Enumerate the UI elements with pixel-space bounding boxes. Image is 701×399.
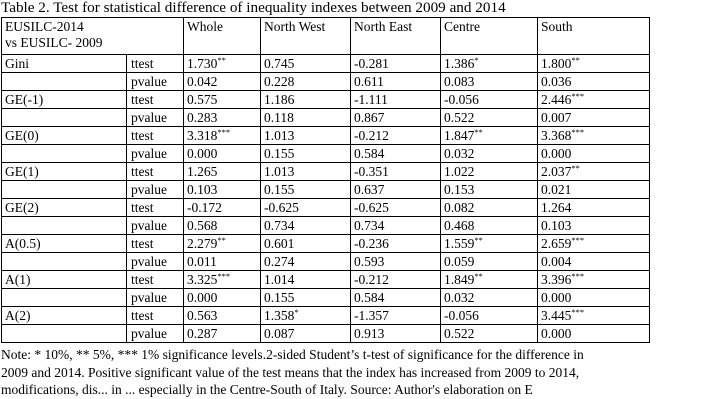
value-cell	[351, 217, 441, 235]
cell-value: 1.013	[264, 127, 295, 143]
cell-value: 1.264	[541, 199, 572, 215]
cell-value: 0.913	[354, 325, 385, 341]
table-caption: Table 2. Test for statistical difference of inequality indexes between 2009 and 2014	[1, 0, 506, 16]
cell-value: 0.568	[187, 217, 218, 233]
value-cell	[261, 145, 351, 163]
cell-value: 0.059	[444, 253, 475, 269]
cell-value: 0.007	[541, 109, 572, 125]
index-name-cell	[2, 109, 127, 127]
value-cell	[261, 127, 351, 145]
value-cell	[441, 325, 538, 343]
index-name-cell: A(0.5)	[2, 235, 127, 253]
statistic-label-cell: pvalue	[127, 109, 184, 127]
value-cell	[441, 91, 538, 109]
cell-value: 1.386	[444, 55, 475, 71]
table-row	[2, 109, 650, 127]
cell-value: -0.212	[354, 271, 389, 287]
cell-value: -1.111	[354, 91, 388, 107]
cell-value: 0.004	[541, 253, 572, 269]
cell-value: 1.014	[264, 271, 295, 287]
value-cell	[261, 253, 351, 271]
value-cell	[441, 253, 538, 271]
value-cell	[261, 55, 351, 73]
value-cell	[441, 73, 538, 91]
cell-value: -0.056	[444, 307, 479, 323]
value-cell	[351, 325, 441, 343]
value-cell	[184, 325, 261, 343]
cell-value: -0.351	[354, 163, 389, 179]
corner-header	[2, 18, 184, 55]
value-cell	[441, 217, 538, 235]
column-header-south: South	[538, 18, 650, 55]
cell-value: -0.172	[187, 199, 222, 215]
value-cell	[184, 289, 261, 307]
value-cell	[441, 55, 538, 73]
cell-value: 0.032	[444, 289, 475, 305]
cell-value: 0.593	[354, 253, 385, 269]
value-cell	[538, 109, 650, 127]
index-name-cell	[2, 217, 127, 235]
value-cell	[538, 91, 650, 109]
value-cell	[184, 91, 261, 109]
table-row	[2, 73, 650, 91]
value-cell	[261, 325, 351, 343]
significance-stars: *	[294, 306, 299, 317]
cell-value: 1.358	[264, 307, 295, 323]
value-cell	[351, 127, 441, 145]
value-cell	[351, 307, 441, 325]
value-cell	[261, 235, 351, 253]
index-name-cell: GE(0)	[2, 127, 127, 145]
cell-value: 3.318	[187, 127, 218, 143]
inequality-test-table	[1, 17, 650, 343]
significance-stars: ***	[571, 306, 585, 317]
corner-header-line2: vs EUSILC- 2009	[5, 34, 103, 50]
value-cell	[351, 199, 441, 217]
cell-value: 1.730	[187, 55, 218, 71]
significance-stars: **	[474, 270, 483, 281]
note-line-2: 2009 and 2014. Positive significant value of the test means that the index has increased from 2009 to 2014,	[1, 364, 580, 380]
cell-value: 0.637	[354, 181, 385, 197]
table-row	[2, 199, 650, 217]
value-cell	[351, 235, 441, 253]
significance-stars: ***	[571, 90, 585, 101]
value-cell	[538, 325, 650, 343]
significance-stars: ***	[571, 126, 585, 137]
cell-value: -1.357	[354, 307, 389, 323]
value-cell	[184, 145, 261, 163]
statistic-label-cell: pvalue	[127, 145, 184, 163]
value-cell	[261, 163, 351, 181]
table-row	[2, 163, 650, 181]
cell-value: 1.849	[444, 271, 475, 287]
cell-value: 0.153	[444, 181, 475, 197]
cell-value: 2.659	[541, 235, 572, 251]
value-cell	[441, 307, 538, 325]
table-row	[2, 55, 650, 73]
value-cell	[184, 55, 261, 73]
value-cell	[351, 91, 441, 109]
column-header-north-east: North East	[351, 18, 441, 55]
value-cell	[441, 235, 538, 253]
value-cell	[351, 163, 441, 181]
value-cell	[351, 55, 441, 73]
index-name-cell	[2, 325, 127, 343]
statistic-label-cell: pvalue	[127, 289, 184, 307]
table-row	[2, 145, 650, 163]
cell-value: 1.265	[187, 163, 218, 179]
cell-value: 2.279	[187, 235, 218, 251]
value-cell	[261, 289, 351, 307]
significance-stars: **	[474, 126, 483, 137]
statistic-label-cell: ttest	[127, 55, 184, 73]
statistic-label-cell: pvalue	[127, 181, 184, 199]
cell-value: -0.625	[264, 199, 299, 215]
cell-value: 3.325	[187, 271, 218, 287]
statistic-label-cell: ttest	[127, 235, 184, 253]
value-cell	[351, 289, 441, 307]
value-cell	[538, 55, 650, 73]
value-cell	[184, 181, 261, 199]
value-cell	[184, 73, 261, 91]
index-name-cell: A(2)	[2, 307, 127, 325]
cell-value: 0.584	[354, 145, 385, 161]
value-cell	[538, 217, 650, 235]
cell-value: 0.083	[444, 73, 475, 89]
cell-value: -0.281	[354, 55, 389, 71]
statistic-label-cell: ttest	[127, 307, 184, 325]
cell-value: 0.000	[187, 289, 218, 305]
table-row	[2, 127, 650, 145]
cell-value: 0.036	[541, 73, 572, 89]
table-row	[2, 289, 650, 307]
value-cell	[261, 217, 351, 235]
value-cell	[538, 307, 650, 325]
value-cell	[261, 73, 351, 91]
value-cell	[538, 235, 650, 253]
cell-value: 0.011	[187, 253, 217, 269]
cell-value: 0.032	[444, 145, 475, 161]
index-name-cell: GE(1)	[2, 163, 127, 181]
table-row	[2, 217, 650, 235]
value-cell	[261, 271, 351, 289]
value-cell	[261, 109, 351, 127]
cell-value: 3.396	[541, 271, 572, 287]
significance-stars: ***	[571, 270, 585, 281]
cell-value: -0.625	[354, 199, 389, 215]
significance-stars: **	[571, 162, 580, 173]
significance-stars: ***	[217, 270, 231, 281]
significance-stars: **	[571, 54, 580, 65]
value-cell	[351, 145, 441, 163]
value-cell	[538, 127, 650, 145]
cell-value: 0.468	[444, 217, 475, 233]
index-name-cell	[2, 73, 127, 91]
cell-value: 0.155	[264, 289, 295, 305]
cell-value: 1.013	[264, 163, 295, 179]
note-line-1: Note: * 10%, ** 5%, *** 1% significance levels.2-sided Student’s t-test of significance for the difference in	[1, 347, 584, 362]
statistic-label-cell: ttest	[127, 127, 184, 145]
value-cell	[441, 271, 538, 289]
cell-value: 0.274	[264, 253, 295, 269]
index-name-cell: Gini	[2, 55, 127, 73]
value-cell	[441, 109, 538, 127]
value-cell	[538, 181, 650, 199]
value-cell	[441, 289, 538, 307]
cell-value: 1.800	[541, 55, 572, 71]
cell-value: 1.559	[444, 235, 475, 251]
cell-value: 0.601	[264, 235, 295, 251]
statistic-label-cell: ttest	[127, 91, 184, 109]
cell-value: 0.522	[444, 109, 475, 125]
cell-value: 0.042	[187, 73, 218, 89]
cell-value: 0.000	[541, 325, 572, 341]
cell-value: 0.734	[354, 217, 385, 233]
note-line-3: modifications, dis... in ... especially in the Centre-South of Italy. Source: Author's elaboration on E	[1, 382, 533, 397]
table-row	[2, 253, 650, 271]
table-row	[2, 271, 650, 289]
value-cell	[184, 163, 261, 181]
column-header-north-west: North West	[261, 18, 351, 55]
table-note	[1, 346, 701, 397]
significance-stars: **	[474, 234, 483, 245]
value-cell	[538, 289, 650, 307]
statistic-label-cell: pvalue	[127, 325, 184, 343]
value-cell	[538, 163, 650, 181]
table-header-row	[2, 18, 650, 55]
cell-value: 1.847	[444, 127, 475, 143]
value-cell	[538, 253, 650, 271]
column-header-centre: Centre	[441, 18, 538, 55]
cell-value: 0.155	[264, 181, 295, 197]
value-cell	[538, 73, 650, 91]
cell-value: 2.446	[541, 91, 572, 107]
cell-value: 0.000	[541, 289, 572, 305]
column-header-whole: Whole	[184, 18, 261, 55]
cell-value: 0.575	[187, 91, 218, 107]
value-cell	[441, 127, 538, 145]
table-row	[2, 235, 650, 253]
cell-value: -0.236	[354, 235, 389, 251]
cell-value: 2.037	[541, 163, 572, 179]
cell-value: -0.212	[354, 127, 389, 143]
value-cell	[538, 199, 650, 217]
value-cell	[184, 235, 261, 253]
significance-stars: ***	[217, 126, 231, 137]
index-name-cell: GE(2)	[2, 199, 127, 217]
table-row	[2, 325, 650, 343]
cell-value: 0.000	[541, 145, 572, 161]
value-cell	[261, 181, 351, 199]
cell-value: 0.118	[264, 109, 294, 125]
index-name-cell: GE(-1)	[2, 91, 127, 109]
cell-value: 0.563	[187, 307, 218, 323]
cell-value: 3.445	[541, 307, 572, 323]
cell-value: -0.056	[444, 91, 479, 107]
value-cell	[351, 271, 441, 289]
value-cell	[184, 271, 261, 289]
corner-header-line1: EUSILC-2014	[5, 19, 84, 34]
value-cell	[351, 73, 441, 91]
value-cell	[184, 127, 261, 145]
value-cell	[184, 109, 261, 127]
table-row	[2, 181, 650, 199]
index-name-cell	[2, 181, 127, 199]
statistic-label-cell: pvalue	[127, 73, 184, 91]
value-cell	[351, 253, 441, 271]
value-cell	[261, 307, 351, 325]
table-row	[2, 307, 650, 325]
significance-stars: **	[217, 54, 226, 65]
cell-value: 0.155	[264, 145, 295, 161]
cell-value: 0.021	[541, 181, 572, 197]
significance-stars: *	[474, 54, 479, 65]
statistic-label-cell: pvalue	[127, 253, 184, 271]
index-name-cell	[2, 145, 127, 163]
cell-value: 0.867	[354, 109, 385, 125]
index-name-cell: A(1)	[2, 271, 127, 289]
index-name-cell	[2, 289, 127, 307]
cell-value: 0.287	[187, 325, 218, 341]
cell-value: 0.228	[264, 73, 295, 89]
value-cell	[184, 307, 261, 325]
cell-value: 0.745	[264, 55, 295, 71]
cell-value: 0.103	[187, 181, 218, 197]
statistic-label-cell: ttest	[127, 271, 184, 289]
value-cell	[538, 271, 650, 289]
value-cell	[184, 217, 261, 235]
cell-value: 0.584	[354, 289, 385, 305]
value-cell	[351, 109, 441, 127]
cell-value: 1.022	[444, 163, 475, 179]
index-name-cell	[2, 253, 127, 271]
cell-value: 0.611	[354, 73, 384, 89]
significance-stars: ***	[571, 234, 585, 245]
value-cell	[351, 181, 441, 199]
statistic-label-cell: pvalue	[127, 217, 184, 235]
value-cell	[441, 145, 538, 163]
cell-value: 0.283	[187, 109, 218, 125]
significance-stars: **	[217, 234, 226, 245]
cell-value: 1.186	[264, 91, 295, 107]
cell-value: 0.000	[187, 145, 218, 161]
value-cell	[184, 253, 261, 271]
cell-value: 0.734	[264, 217, 295, 233]
value-cell	[184, 199, 261, 217]
value-cell	[441, 163, 538, 181]
statistic-label-cell: ttest	[127, 199, 184, 217]
value-cell	[261, 199, 351, 217]
value-cell	[538, 145, 650, 163]
statistic-label-cell: ttest	[127, 163, 184, 181]
cell-value: 0.087	[264, 325, 295, 341]
cell-value: 0.082	[444, 199, 475, 215]
cell-value: 0.522	[444, 325, 475, 341]
table-row	[2, 91, 650, 109]
value-cell	[261, 91, 351, 109]
value-cell	[441, 181, 538, 199]
cell-value: 0.103	[541, 217, 572, 233]
cell-value: 3.368	[541, 127, 572, 143]
value-cell	[441, 199, 538, 217]
